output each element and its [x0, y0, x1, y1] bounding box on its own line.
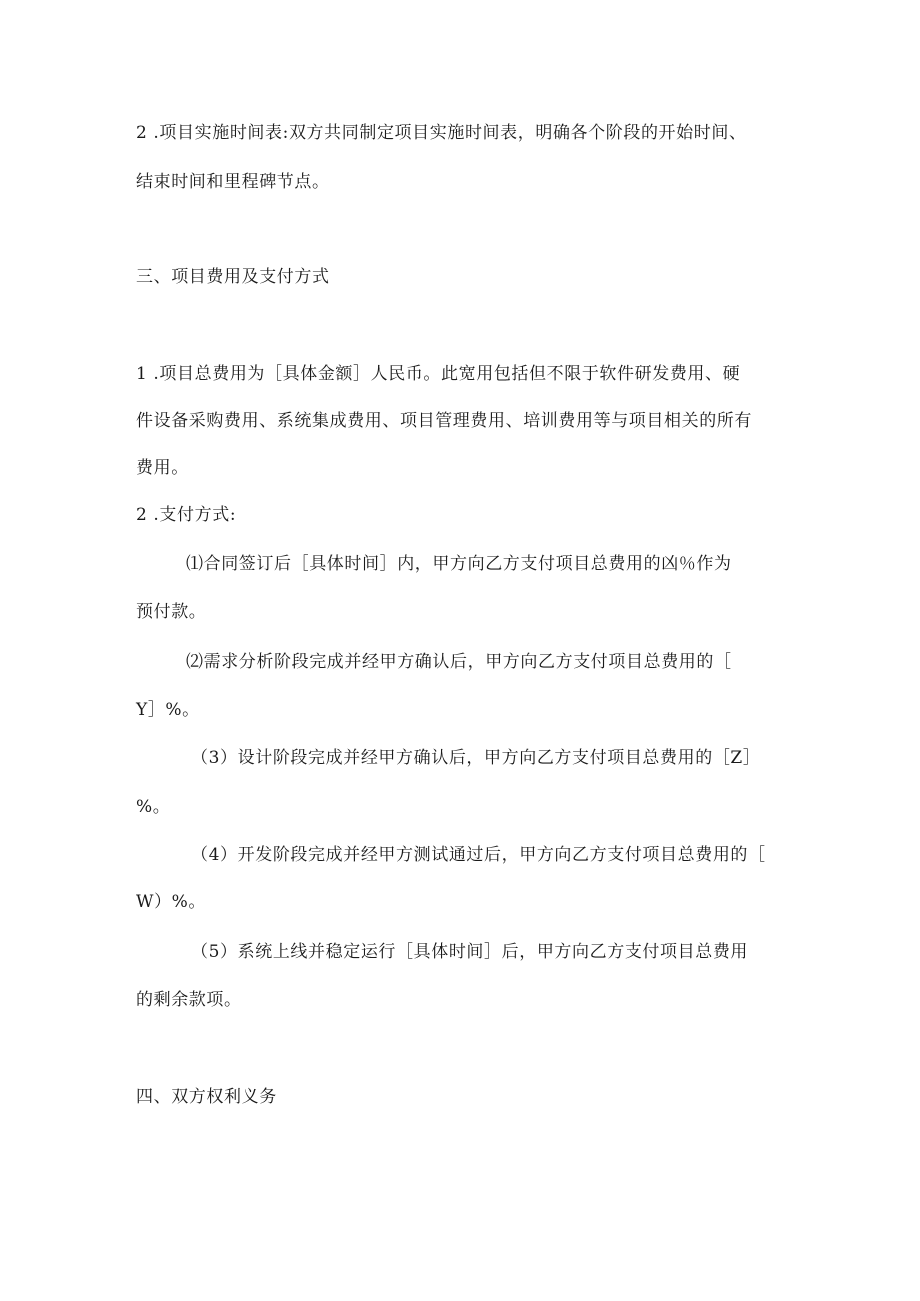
section-4-heading: 四、双方权利义务	[136, 1087, 277, 1107]
total-cost-paragraph-line-2: 件设备采购费用、系统集成费用、项目管理费用、培训费用等与项目相关的所有	[136, 411, 752, 431]
payment-item-4-line-2: W）%。	[136, 892, 207, 912]
payment-item-5-line-2: 的剩余款项。	[136, 990, 242, 1010]
payment-item-1-line-1: ⑴合同签订后［具体时间］内，甲方向乙方支付项目总费用的凶％作为	[186, 554, 732, 574]
payment-item-5-line-1: （5）系统上线并稳定运行［具体时间］后，甲方向乙方支付项目总费用	[191, 942, 749, 962]
schedule-paragraph-line-2: 结束时间和里程碑节点。	[136, 172, 330, 192]
schedule-paragraph-line-1: 2 .项目实施时间表:双方共同制定项目实施时间表，明确各个阶段的开始时间、	[136, 123, 747, 143]
total-cost-paragraph-line-1: 1 .项目总费用为［具体金额］人民币。此宽用包括但不限于软件研发费用、硬	[136, 364, 741, 384]
section-3-heading: 三、项目费用及支付方式	[136, 267, 330, 287]
payment-item-2-line-1: ⑵需求分析阶段完成并经甲方确认后，甲方向乙方支付项目总费用的［	[186, 652, 732, 672]
payment-method-title: 2 .支付方式:	[136, 505, 237, 525]
payment-item-1-line-2: 预付款。	[136, 602, 207, 622]
payment-item-3-line-2: %。	[136, 797, 171, 817]
payment-item-4-line-1: （4）开发阶段完成并经甲方测试通过后，甲方向乙方支付项目总费用的［	[191, 845, 766, 865]
payment-item-3-line-1: （3）设计阶段完成并经甲方确认后，甲方向乙方支付项目总费用的［Z］	[191, 748, 761, 768]
payment-item-2-line-2: Y］%。	[136, 700, 200, 720]
total-cost-paragraph-line-3: 费用。	[136, 458, 189, 478]
